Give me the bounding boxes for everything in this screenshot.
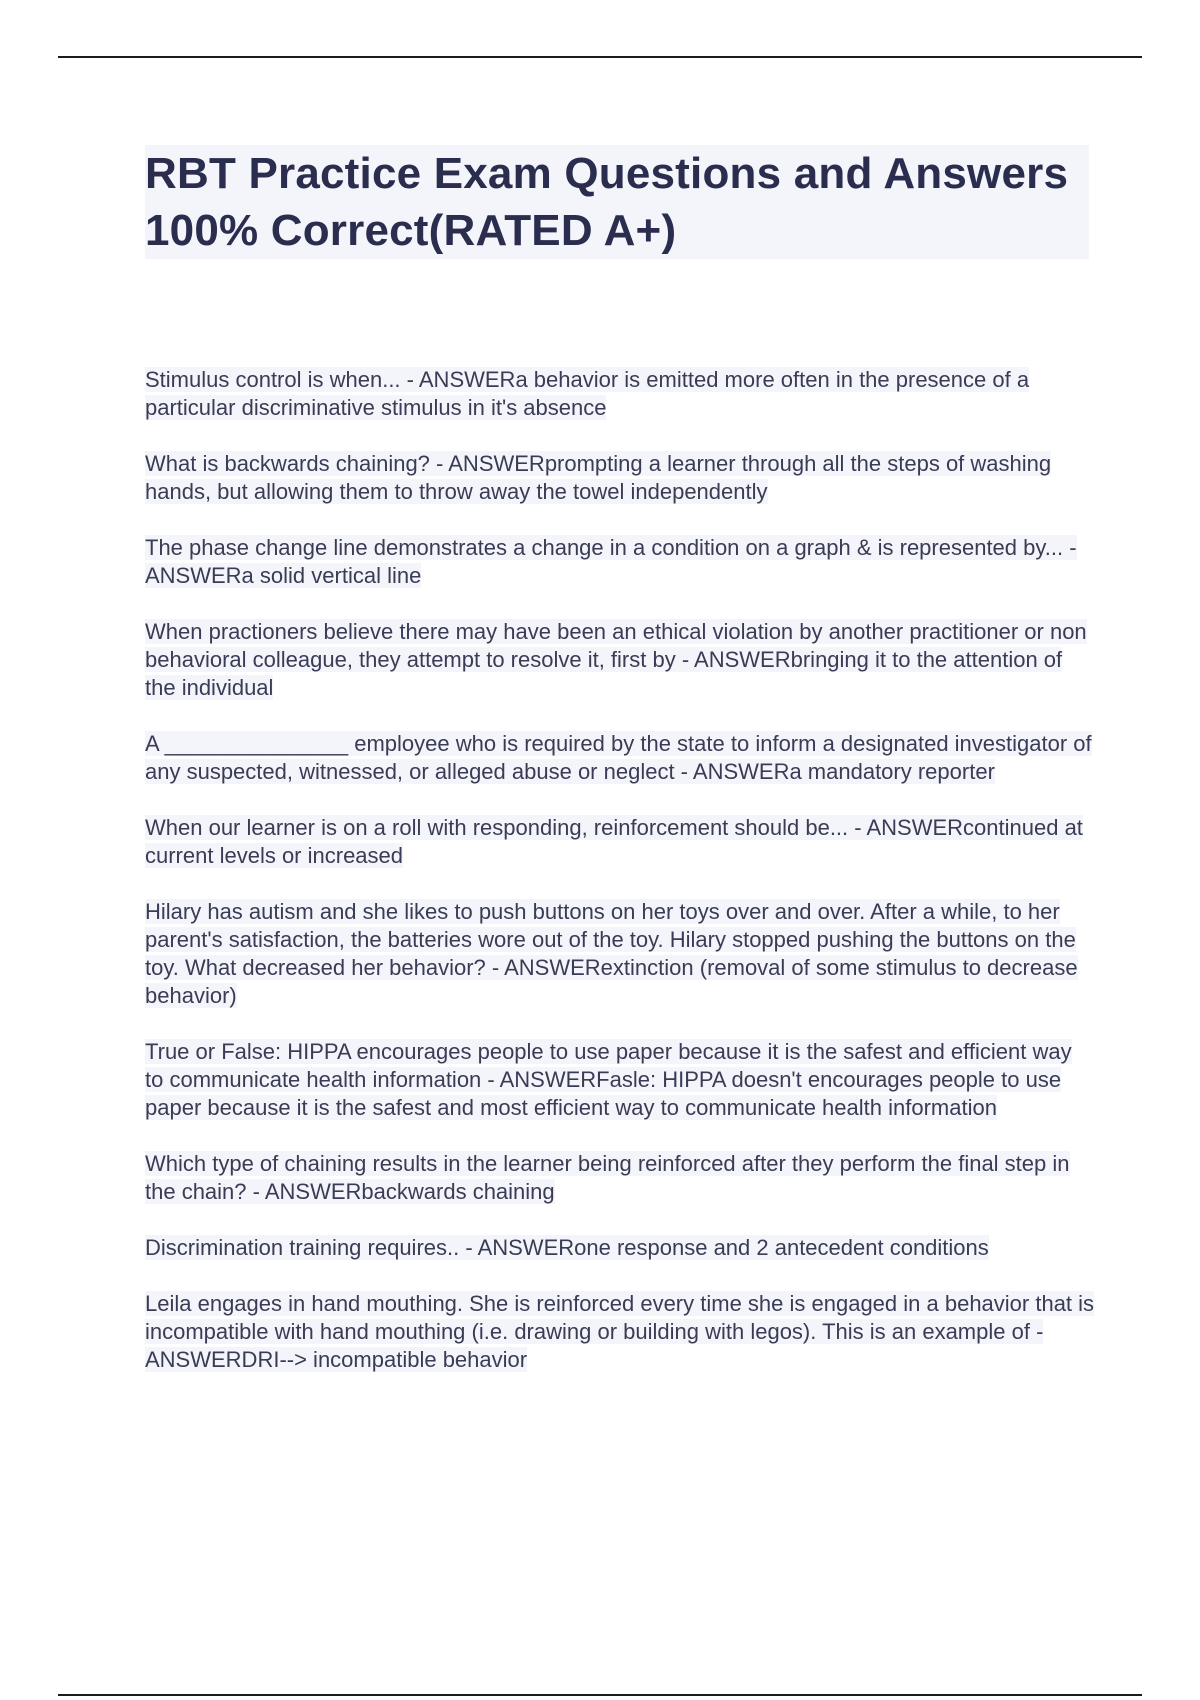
qa-item — [145, 1038, 1095, 1122]
qa-item — [145, 618, 1095, 702]
qa-text: Stimulus control is when... - ANSWERa behavior is emitted more often in the presence of a particular discriminative stimulus in it's absence — [145, 367, 1030, 420]
qa-text: What is backwards chaining? - ANSWERprompting a learner through all the steps of washing hands, but allowing them to throw away the towel independently — [145, 451, 1052, 504]
qa-text: A _______________ employee who is required by the state to inform a designated investigator of any suspected, witnessed, or alleged abuse or neglect - ANSWERa mandatory reporter — [145, 731, 1092, 784]
qa-item — [145, 730, 1095, 786]
qa-item — [145, 534, 1095, 590]
qa-text: Hilary has autism and she likes to push buttons on her toys over and over. After a while, to her parent's satisfaction, the batteries wore out of the toy. Hilary stopped pushing the buttons on the toy. What decreased her behavior? - ANSWERextinction (removal of some stimulus to decrease behavior) — [145, 899, 1078, 1008]
qa-text: When practioners believe there may have been an ethical violation by another practitioner or non behavioral colleague, they attempt to resolve it, first by - ANSWERbringing it to the attention of the individual — [145, 619, 1087, 700]
qa-item — [145, 366, 1095, 422]
qa-item — [145, 898, 1095, 1010]
qa-text: When our learner is on a roll with responding, reinforcement should be... - ANSWERcontinued at current levels or increased — [145, 815, 1083, 868]
qa-item — [145, 1150, 1095, 1206]
qa-text: Discrimination training requires.. - ANSWERone response and 2 antecedent conditions — [145, 1235, 989, 1260]
qa-text: The phase change line demonstrates a change in a condition on a graph & is represented by... - ANSWERa solid vertical line — [145, 535, 1077, 588]
qa-item — [145, 1290, 1095, 1374]
qa-text: True or False: HIPPA encourages people to use paper because it is the safest and efficient way to communicate health information - ANSWERFasle: HIPPA doesn't encourages people to use paper because it is the safest and most efficient way to communicate health information — [145, 1039, 1072, 1120]
qa-list — [145, 366, 1095, 1402]
qa-text: Leila engages in hand mouthing. She is reinforced every time she is engaged in a behavior that is incompatible with hand mouthing (i.e. drawing or building with legos). This is an example of - ANSWERDRI--> incompatible behavior — [145, 1291, 1095, 1372]
qa-item — [145, 450, 1095, 506]
title-block — [145, 145, 1089, 259]
document-title: RBT Practice Exam Questions and Answers 100% Correct(RATED A+) — [145, 149, 1069, 255]
qa-text: Which type of chaining results in the learner being reinforced after they perform the final step in the chain? - ANSWERbackwards chaining — [145, 1151, 1070, 1204]
bottom-divider — [58, 1694, 1142, 1696]
top-divider — [58, 56, 1142, 58]
qa-item — [145, 1234, 1095, 1262]
qa-item — [145, 814, 1095, 870]
